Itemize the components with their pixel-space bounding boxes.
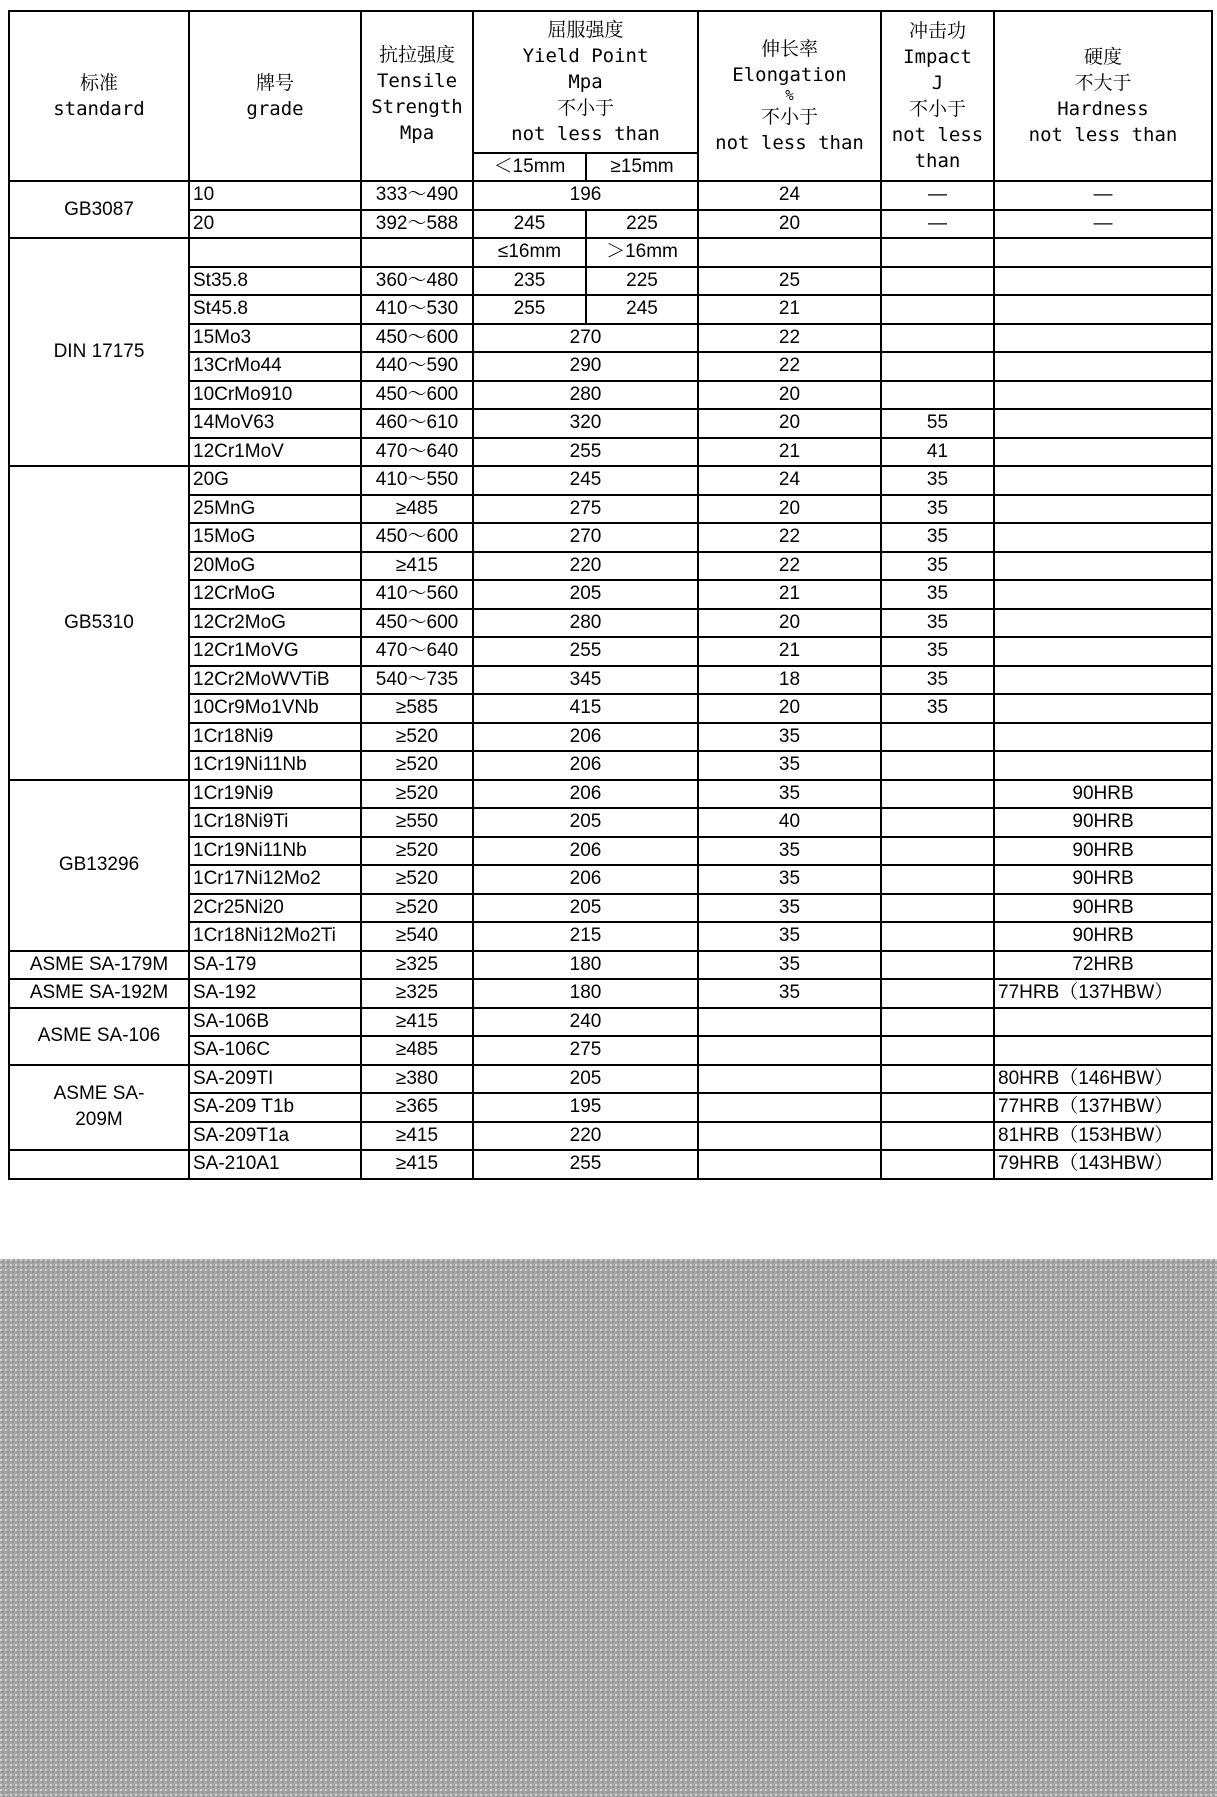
hardness-cell xyxy=(994,1036,1212,1065)
grade-cell: 1Cr18Ni12Mo2Ti xyxy=(189,922,361,951)
header-tensile-cn: 抗拉强度 xyxy=(378,44,455,66)
hardness-cell: 77HRB（137HBW） xyxy=(994,1093,1212,1122)
tensile-cell: 392～588 xyxy=(361,210,473,239)
header-grade-en: grade xyxy=(246,98,304,120)
grade-cell: 13CrMo44 xyxy=(189,352,361,381)
grade-cell: 10Cr9Mo1VNb xyxy=(189,694,361,723)
impact-cell xyxy=(881,1065,994,1094)
elongation-cell: 35 xyxy=(698,865,881,894)
table-row xyxy=(9,238,1212,267)
grade-cell: St45.8 xyxy=(189,295,361,324)
header-yield-cn: 屈服强度 xyxy=(547,19,624,41)
tensile-cell: ≥520 xyxy=(361,751,473,780)
table-row xyxy=(9,637,1212,666)
elongation-cell: 20 xyxy=(698,409,881,438)
tensile-cell: 460～610 xyxy=(361,409,473,438)
yield-cell: 240 xyxy=(473,1008,698,1037)
grade-cell: 12CrMoG xyxy=(189,580,361,609)
table-row xyxy=(9,979,1212,1008)
grade-cell: SA-106B xyxy=(189,1008,361,1037)
tensile-cell: 450～600 xyxy=(361,324,473,353)
impact-cell xyxy=(881,352,994,381)
elongation-cell xyxy=(698,1093,881,1122)
hardness-cell xyxy=(994,666,1212,695)
yield-cell: 280 xyxy=(473,381,698,410)
standard-cell: ASME SA-209M xyxy=(9,1065,189,1151)
yield-lt-cell: 255 xyxy=(473,295,586,324)
grade-cell: 20MoG xyxy=(189,552,361,581)
hardness-cell xyxy=(994,409,1212,438)
header-elongation-unit: % xyxy=(785,88,794,104)
header-tensile-en2: Strength xyxy=(371,96,463,118)
yield-ge-cell: ＞16mm xyxy=(586,238,698,267)
elongation-cell: 21 xyxy=(698,438,881,467)
table-row xyxy=(9,808,1212,837)
table-row xyxy=(9,466,1212,495)
header-grade-cn: 牌号 xyxy=(255,72,294,94)
tensile-cell: 450～600 xyxy=(361,609,473,638)
elongation-cell: 25 xyxy=(698,267,881,296)
header-tensile xyxy=(361,11,473,181)
header-standard xyxy=(9,11,189,181)
impact-cell xyxy=(881,1036,994,1065)
grade-cell: 12Cr2MoG xyxy=(189,609,361,638)
hardness-cell: 77HRB（137HBW） xyxy=(994,979,1212,1008)
hardness-cell xyxy=(994,1008,1212,1037)
grade-cell: 1Cr19Ni11Nb xyxy=(189,837,361,866)
table-row xyxy=(9,352,1212,381)
header-tensile-unit: Mpa xyxy=(399,122,435,144)
impact-cell: 35 xyxy=(881,495,994,524)
grade-cell: 2Cr25Ni20 xyxy=(189,894,361,923)
tensile-cell: 410～550 xyxy=(361,466,473,495)
yield-cell: 205 xyxy=(473,580,698,609)
header-impact-en: Impact xyxy=(903,46,972,68)
hardness-cell xyxy=(994,751,1212,780)
yield-cell: 245 xyxy=(473,466,698,495)
hardness-cell: 90HRB xyxy=(994,865,1212,894)
header-yield-ge15: ≥15mm xyxy=(586,153,698,181)
table-row xyxy=(9,837,1212,866)
grade-cell: 1Cr19Ni11Nb xyxy=(189,751,361,780)
hardness-cell: 90HRB xyxy=(994,780,1212,809)
header-impact-unit: J xyxy=(931,72,944,94)
table-row xyxy=(9,580,1212,609)
grade-cell: 20G xyxy=(189,466,361,495)
tensile-cell: 450～600 xyxy=(361,523,473,552)
hardness-cell xyxy=(994,609,1212,638)
impact-cell xyxy=(881,1093,994,1122)
grade-cell: 20 xyxy=(189,210,361,239)
elongation-cell xyxy=(698,1122,881,1151)
hardness-cell xyxy=(994,552,1212,581)
yield-cell: 205 xyxy=(473,1065,698,1094)
standard-cell: DIN 17175 xyxy=(9,238,189,466)
table-row xyxy=(9,609,1212,638)
tensile-cell: 333～490 xyxy=(361,181,473,210)
elongation-cell: 22 xyxy=(698,523,881,552)
table-row xyxy=(9,210,1212,239)
impact-cell: 35 xyxy=(881,609,994,638)
standard-cell: GB3087 xyxy=(9,181,189,238)
yield-cell: 255 xyxy=(473,637,698,666)
grade-cell: 12Cr1MoVG xyxy=(189,637,361,666)
impact-cell: 55 xyxy=(881,409,994,438)
elongation-cell: 35 xyxy=(698,979,881,1008)
hardness-cell xyxy=(994,694,1212,723)
table-row xyxy=(9,267,1212,296)
yield-cell: 205 xyxy=(473,894,698,923)
yield-cell: 275 xyxy=(473,495,698,524)
header-standard-cn: 标准 xyxy=(79,72,118,94)
header-hardness-max-cn: 不大于 xyxy=(1074,72,1132,94)
yield-lt-cell: 245 xyxy=(473,210,586,239)
grade-cell: 15MoG xyxy=(189,523,361,552)
grade-cell: St35.8 xyxy=(189,267,361,296)
steel-properties-table xyxy=(8,10,1213,1180)
table-row xyxy=(9,780,1212,809)
header-impact-min-en2: than xyxy=(914,150,961,172)
elongation-cell: 21 xyxy=(698,637,881,666)
header-yield-min-en: not less than xyxy=(511,123,660,145)
impact-cell xyxy=(881,324,994,353)
yield-cell: 270 xyxy=(473,324,698,353)
tensile-cell: ≥520 xyxy=(361,865,473,894)
header-impact-min-en1: not less xyxy=(891,124,984,146)
impact-cell xyxy=(881,780,994,809)
elongation-cell: 35 xyxy=(698,780,881,809)
hardness-cell xyxy=(994,295,1212,324)
hardness-cell xyxy=(994,381,1212,410)
table-row xyxy=(9,523,1212,552)
yield-cell: 206 xyxy=(473,865,698,894)
yield-cell: 275 xyxy=(473,1036,698,1065)
table-row xyxy=(9,723,1212,752)
header-elongation-en: Elongation xyxy=(732,64,847,86)
header-hardness-cn: 硬度 xyxy=(1083,46,1122,68)
yield-lt-cell: 235 xyxy=(473,267,586,296)
elongation-cell: 24 xyxy=(698,181,881,210)
header-tensile-en1: Tensile xyxy=(376,70,458,92)
yield-cell: 270 xyxy=(473,523,698,552)
header-yield-lt15: ＜15mm xyxy=(473,153,586,181)
yield-cell: 206 xyxy=(473,837,698,866)
grade-cell: SA-209T1a xyxy=(189,1122,361,1151)
header-yield-en: Yield Point xyxy=(522,45,649,67)
tensile-cell: 450～600 xyxy=(361,381,473,410)
impact-cell xyxy=(881,751,994,780)
hardness-cell: 79HRB（143HBW） xyxy=(994,1150,1212,1179)
hardness-cell: 90HRB xyxy=(994,837,1212,866)
table-row xyxy=(9,409,1212,438)
hardness-cell xyxy=(994,438,1212,467)
impact-cell: 35 xyxy=(881,580,994,609)
table-row xyxy=(9,1122,1212,1151)
grade-cell: SA-192 xyxy=(189,979,361,1008)
impact-cell xyxy=(881,1122,994,1151)
tensile-cell: ≥485 xyxy=(361,1036,473,1065)
grade-cell: 12Cr1MoV xyxy=(189,438,361,467)
yield-cell: 206 xyxy=(473,723,698,752)
table-row xyxy=(9,438,1212,467)
hardness-cell xyxy=(994,723,1212,752)
elongation-cell: 24 xyxy=(698,466,881,495)
tensile-cell: ≥380 xyxy=(361,1065,473,1094)
impact-cell: — xyxy=(881,181,994,210)
table-row xyxy=(9,1036,1212,1065)
grade-cell: SA-209TI xyxy=(189,1065,361,1094)
header-elongation xyxy=(698,11,881,181)
tensile-cell: ≥520 xyxy=(361,780,473,809)
hardness-cell xyxy=(994,238,1212,267)
elongation-cell: 20 xyxy=(698,694,881,723)
elongation-cell: 35 xyxy=(698,837,881,866)
standard-cell: GB5310 xyxy=(9,466,189,780)
yield-cell: 220 xyxy=(473,1122,698,1151)
elongation-cell: 21 xyxy=(698,580,881,609)
header-grade xyxy=(189,11,361,181)
elongation-cell xyxy=(698,238,881,267)
grade-cell: 15Mo3 xyxy=(189,324,361,353)
table-row xyxy=(9,922,1212,951)
yield-ge-cell: 225 xyxy=(586,210,698,239)
tensile-cell: ≥520 xyxy=(361,894,473,923)
grade-cell: 1Cr17Ni12Mo2 xyxy=(189,865,361,894)
header-row xyxy=(9,11,1212,153)
hardness-cell: 90HRB xyxy=(994,922,1212,951)
yield-cell: 320 xyxy=(473,409,698,438)
elongation-cell: 35 xyxy=(698,951,881,980)
impact-cell xyxy=(881,381,994,410)
hardness-cell: — xyxy=(994,210,1212,239)
tensile-cell: 470～640 xyxy=(361,438,473,467)
header-impact-min-cn: 不小于 xyxy=(908,98,966,120)
header-impact xyxy=(881,11,994,181)
grade-cell: SA-210A1 xyxy=(189,1150,361,1179)
yield-cell: 206 xyxy=(473,780,698,809)
impact-cell xyxy=(881,1008,994,1037)
tensile-cell: ≥325 xyxy=(361,951,473,980)
table-row xyxy=(9,1093,1212,1122)
impact-cell: 35 xyxy=(881,466,994,495)
header-hardness-en: Hardness xyxy=(1057,98,1149,120)
standard-cell xyxy=(9,1150,189,1179)
impact-cell: 41 xyxy=(881,438,994,467)
hardness-cell xyxy=(994,523,1212,552)
table-row xyxy=(9,865,1212,894)
elongation-cell xyxy=(698,1065,881,1094)
yield-cell: 206 xyxy=(473,751,698,780)
grade-cell: 10 xyxy=(189,181,361,210)
header-yield xyxy=(473,11,698,153)
elongation-cell: 18 xyxy=(698,666,881,695)
elongation-cell: 35 xyxy=(698,723,881,752)
yield-cell: 345 xyxy=(473,666,698,695)
grade-cell: SA-106C xyxy=(189,1036,361,1065)
yield-ge-cell: 225 xyxy=(586,267,698,296)
impact-cell xyxy=(881,951,994,980)
hardness-cell xyxy=(994,495,1212,524)
elongation-cell: 20 xyxy=(698,210,881,239)
elongation-cell: 20 xyxy=(698,381,881,410)
table-row xyxy=(9,181,1212,210)
yield-cell: 196 xyxy=(473,181,698,210)
hardness-cell xyxy=(994,580,1212,609)
elongation-cell: 35 xyxy=(698,922,881,951)
impact-cell xyxy=(881,723,994,752)
yield-lt-cell: ≤16mm xyxy=(473,238,586,267)
table-row xyxy=(9,951,1212,980)
elongation-cell: 21 xyxy=(698,295,881,324)
impact-cell xyxy=(881,808,994,837)
table-row xyxy=(9,1008,1212,1037)
hardness-cell: 90HRB xyxy=(994,894,1212,923)
tensile-cell: 470～640 xyxy=(361,637,473,666)
tensile-cell: 410～530 xyxy=(361,295,473,324)
header-hardness-min-en: not less than xyxy=(1028,124,1178,146)
elongation-cell: 35 xyxy=(698,751,881,780)
yield-cell: 255 xyxy=(473,1150,698,1179)
tensile-cell: ≥325 xyxy=(361,979,473,1008)
standard-cell: ASME SA-106 xyxy=(9,1008,189,1065)
tensile-cell: 440～590 xyxy=(361,352,473,381)
impact-cell: 35 xyxy=(881,694,994,723)
table-row xyxy=(9,552,1212,581)
grade-cell: SA-209 T1b xyxy=(189,1093,361,1122)
yield-cell: 290 xyxy=(473,352,698,381)
grade-cell: 1Cr18Ni9Ti xyxy=(189,808,361,837)
hardness-cell xyxy=(994,267,1212,296)
yield-cell: 180 xyxy=(473,951,698,980)
yield-cell: 415 xyxy=(473,694,698,723)
impact-cell xyxy=(881,894,994,923)
impact-cell: 35 xyxy=(881,637,994,666)
elongation-cell: 20 xyxy=(698,495,881,524)
tensile-cell: ≥520 xyxy=(361,723,473,752)
tensile-cell: 360～480 xyxy=(361,267,473,296)
grade-cell: 1Cr19Ni9 xyxy=(189,780,361,809)
hardness-cell: 80HRB（146HBW） xyxy=(994,1065,1212,1094)
tensile-cell xyxy=(361,238,473,267)
yield-cell: 180 xyxy=(473,979,698,1008)
impact-cell xyxy=(881,238,994,267)
hardness-cell xyxy=(994,324,1212,353)
grade-cell: 10CrMo910 xyxy=(189,381,361,410)
redaction-overlay xyxy=(0,1259,1217,1797)
table-row xyxy=(9,324,1212,353)
grade-cell: 12Cr2MoWVTiB xyxy=(189,666,361,695)
impact-cell xyxy=(881,267,994,296)
yield-cell: 280 xyxy=(473,609,698,638)
tensile-cell: ≥550 xyxy=(361,808,473,837)
header-elongation-cn: 伸长率 xyxy=(760,38,818,60)
tensile-cell: ≥540 xyxy=(361,922,473,951)
tensile-cell: ≥415 xyxy=(361,1150,473,1179)
standard-cell: ASME SA-192M xyxy=(9,979,189,1008)
impact-cell xyxy=(881,1150,994,1179)
tensile-cell: 540～735 xyxy=(361,666,473,695)
table-row xyxy=(9,666,1212,695)
grade-cell: 25MnG xyxy=(189,495,361,524)
impact-cell: 35 xyxy=(881,523,994,552)
impact-cell: — xyxy=(881,210,994,239)
standard-cell: GB13296 xyxy=(9,780,189,951)
tensile-cell: 410～560 xyxy=(361,580,473,609)
elongation-cell: 22 xyxy=(698,552,881,581)
grade-cell: 14MoV63 xyxy=(189,409,361,438)
impact-cell xyxy=(881,922,994,951)
header-elongation-min-en: not less than xyxy=(715,132,864,154)
hardness-cell xyxy=(994,637,1212,666)
grade-cell: 1Cr18Ni9 xyxy=(189,723,361,752)
impact-cell: 35 xyxy=(881,666,994,695)
impact-cell xyxy=(881,837,994,866)
table-row xyxy=(9,1065,1212,1094)
table-row xyxy=(9,894,1212,923)
yield-cell: 195 xyxy=(473,1093,698,1122)
elongation-cell: 22 xyxy=(698,324,881,353)
table-row xyxy=(9,295,1212,324)
elongation-cell xyxy=(698,1150,881,1179)
impact-cell xyxy=(881,865,994,894)
table-row xyxy=(9,694,1212,723)
hardness-cell xyxy=(994,352,1212,381)
table-row xyxy=(9,751,1212,780)
header-yield-min-cn: 不小于 xyxy=(556,97,614,119)
tensile-cell: ≥520 xyxy=(361,837,473,866)
impact-cell xyxy=(881,295,994,324)
table-row xyxy=(9,495,1212,524)
header-impact-cn: 冲击功 xyxy=(908,20,966,42)
elongation-cell xyxy=(698,1036,881,1065)
hardness-cell: — xyxy=(994,181,1212,210)
hardness-cell: 90HRB xyxy=(994,808,1212,837)
elongation-cell: 40 xyxy=(698,808,881,837)
tensile-cell: ≥485 xyxy=(361,495,473,524)
hardness-cell: 72HRB xyxy=(994,951,1212,980)
tensile-cell: ≥415 xyxy=(361,552,473,581)
tensile-cell: ≥585 xyxy=(361,694,473,723)
elongation-cell: 20 xyxy=(698,609,881,638)
grade-cell xyxy=(189,238,361,267)
hardness-cell xyxy=(994,466,1212,495)
table-row xyxy=(9,381,1212,410)
yield-cell: 220 xyxy=(473,552,698,581)
tensile-cell: ≥415 xyxy=(361,1008,473,1037)
elongation-cell: 35 xyxy=(698,894,881,923)
elongation-cell: 22 xyxy=(698,352,881,381)
yield-cell: 255 xyxy=(473,438,698,467)
impact-cell xyxy=(881,979,994,1008)
grade-cell: SA-179 xyxy=(189,951,361,980)
tensile-cell: ≥365 xyxy=(361,1093,473,1122)
standard-cell: ASME SA-179M xyxy=(9,951,189,980)
header-yield-unit: Mpa xyxy=(568,71,603,93)
tensile-cell: ≥415 xyxy=(361,1122,473,1151)
header-elongation-min-cn: 不小于 xyxy=(760,106,818,128)
elongation-cell xyxy=(698,1008,881,1037)
yield-cell: 205 xyxy=(473,808,698,837)
hardness-cell: 81HRB（153HBW） xyxy=(994,1122,1212,1151)
impact-cell: 35 xyxy=(881,552,994,581)
yield-cell: 215 xyxy=(473,922,698,951)
yield-ge-cell: 245 xyxy=(586,295,698,324)
table-row xyxy=(9,1150,1212,1179)
header-hardness xyxy=(994,11,1212,181)
header-standard-en: standard xyxy=(53,98,145,120)
